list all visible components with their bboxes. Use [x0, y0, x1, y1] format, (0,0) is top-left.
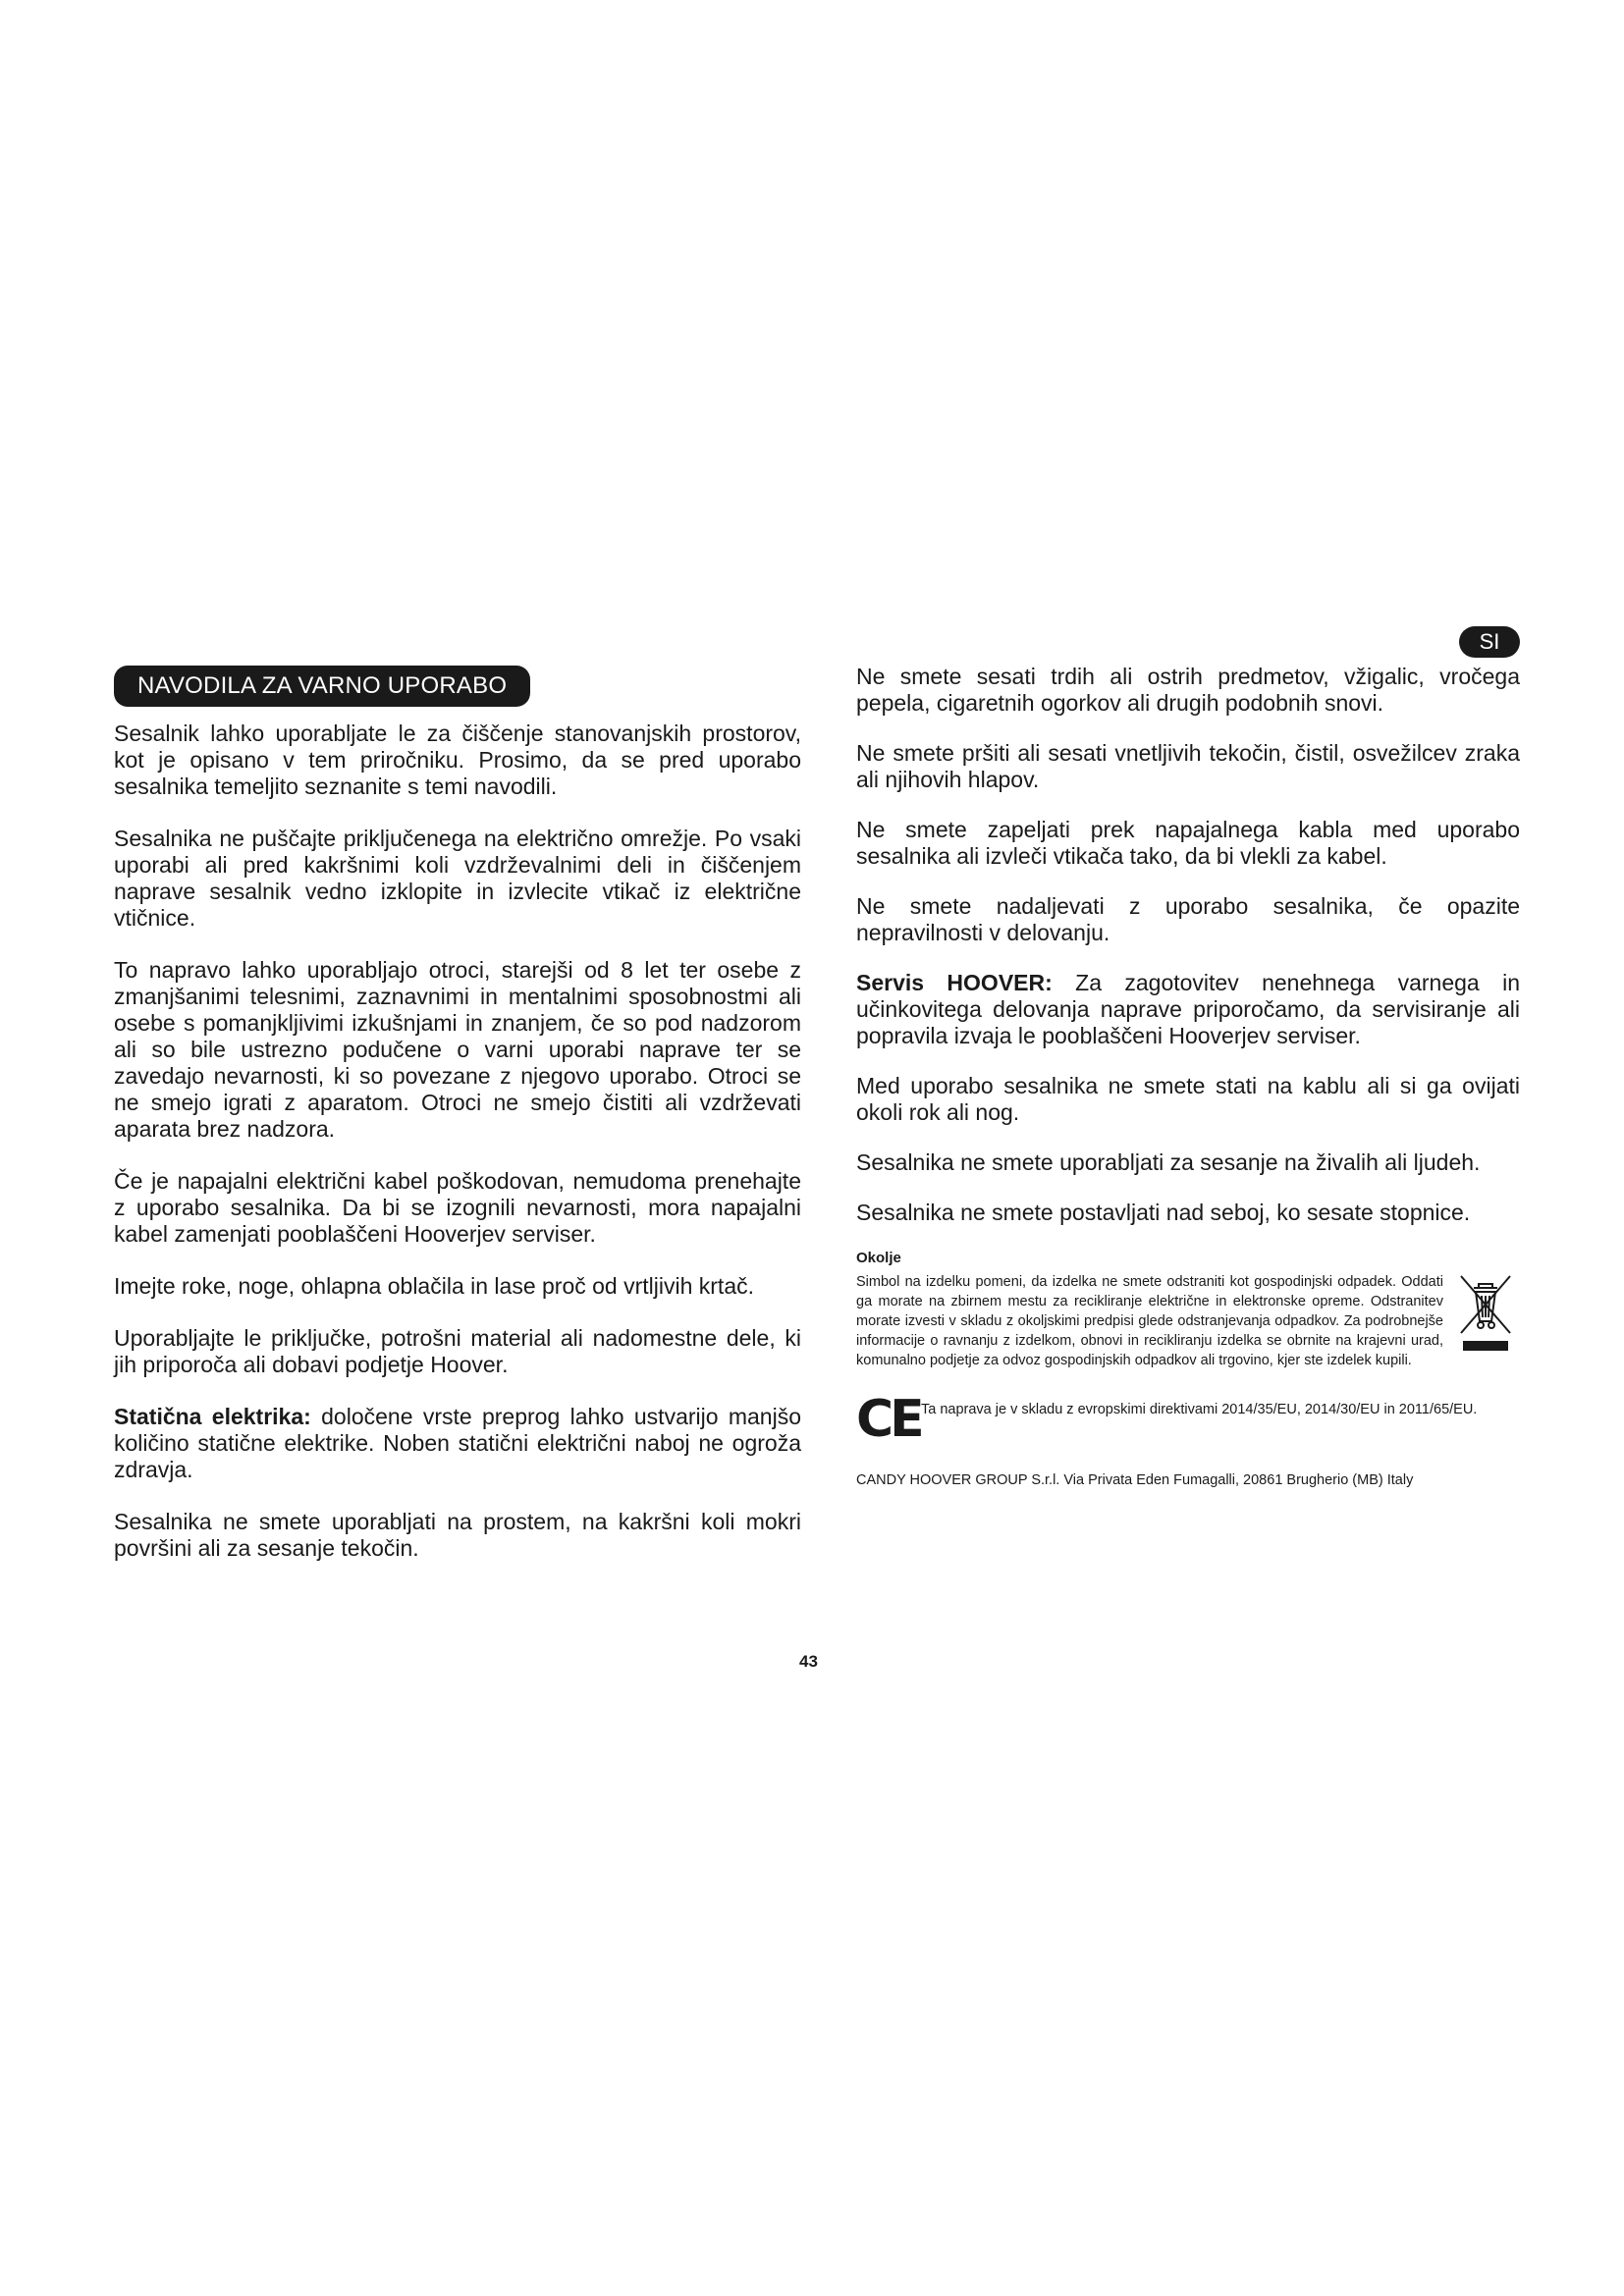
right-paragraph-7: Sesalnika ne smete postavljati nad seboj, ko sesate stopnice.: [856, 1200, 1471, 1225]
left-paragraph-4: Če je napajalni električni kabel poškodovan, nemudoma prenehajte z uporabo sesalnika. Da bi se izognili nevarnosti, mora napajalni kabel zamenjati pooblaščeni Hooverjev serviser.: [114, 1168, 801, 1247]
bin-underline-bar: [1463, 1341, 1508, 1351]
environment-section: [856, 1250, 1520, 1370]
left-paragraph-3: To napravo lahko uporabljajo otroci, starejši od 8 let ter osebe z zmanjšanimi telesnimi, zaznavnimi in mentalnimi sposobnostmi ali osebe s pomanjkljivimi izkušnjami in znanjem, če so pod nadzorom ali so bile ustrezno podučene o varni uporabi naprave ter se zavedajo nevarnosti, ki so povezane z njegovo uporabo. Otroci se ne smejo igrati z aparatom. Otroci ne smejo čistiti ali vzdrževati aparata brez nadzora.: [114, 957, 801, 1142]
language-badge: SI: [1459, 626, 1520, 658]
ce-section: [856, 1390, 1520, 1449]
crossed-out-bin-icon: [1451, 1272, 1520, 1370]
right-paragraph-1: Ne smete sesati trdih ali ostrih predmetov, vžigalic, vročega pepela, cigaretnih ogorkov ali drugih podobnih snovi.: [856, 664, 1520, 716]
left-column: [114, 666, 801, 1587]
right-paragraph-6: Sesalnika ne smete uporabljati za sesanje na živalih ali ljudeh.: [856, 1149, 1481, 1175]
company-address: CANDY HOOVER GROUP S.r.l. Via Privata Eden Fumagalli, 20861 Brugherio (MB) Italy: [856, 1472, 1414, 1488]
environment-title: Okolje: [856, 1250, 901, 1266]
service-paragraph: [856, 970, 1520, 1049]
page-number: 43: [799, 1652, 818, 1671]
left-paragraph-5: Imejte roke, noge, ohlapna oblačila in lase proč od vrtljivih krtač.: [114, 1273, 755, 1299]
static-electricity-text: določene vrste preprog lahko ustvarijo manjšo količino statične elektrike. Noben statični električni naboj ne ogroža zdravja.: [114, 1404, 801, 1482]
weee-bin-icon: [1457, 1272, 1514, 1337]
left-paragraph-last: Sesalnika ne smete uporabljati na prostem, na kakršni koli mokri površini ali za sesanje tekočin.: [114, 1509, 801, 1561]
right-column: [856, 664, 1520, 1490]
right-paragraph-3: Ne smete zapeljati prek napajalnega kabla med uporabo sesalnika ali izvleči vtikača tako, da bi vlekli za kabel.: [856, 817, 1520, 869]
right-paragraph-4: Ne smete nadaljevati z uporabo sesalnika, če opazite nepravilnosti v delovanju.: [856, 893, 1520, 945]
left-paragraph-1: Sesalnik lahko uporabljate le za čiščenje stanovanjskih prostorov, kot je opisano v tem priročniku. Prosimo, da se pred uporabo sesalnika temeljito seznanite s temi navodili.: [114, 721, 801, 799]
left-paragraph-2: Sesalnika ne puščajte priključenega na električno omrežje. Po vsaki uporabi ali pred kakršnimi koli vzdrževalnimi deli in čiščenjem naprave sesalnik vedno izklopite in izvlecite vtikač iz električne vtičnice.: [114, 826, 801, 931]
ce-mark-icon: CE: [856, 1390, 921, 1449]
left-paragraph-6: Uporabljajte le priključke, potrošni material ali nadomestne dele, ki jih priporoča ali dobavi podjetje Hoover.: [114, 1325, 801, 1377]
section-heading: NAVODILA ZA VARNO UPORABO: [114, 666, 530, 707]
static-electricity-lead: Statična elektrika:: [114, 1404, 311, 1429]
static-electricity-paragraph: [114, 1404, 801, 1483]
service-text: Za zagotovitev nenehnega varnega in učinkovitega delovanja naprave priporočamo, da servisiranje ali popravila izvaja le pooblaščeni Hooverjev serviser.: [856, 970, 1520, 1048]
right-paragraph-2: Ne smete pršiti ali sesati vnetljivih tekočin, čistil, osvežilcev zraka ali njihovih hlapov.: [856, 740, 1520, 792]
service-lead: Servis HOOVER:: [856, 970, 1053, 995]
ce-text: Ta naprava je v skladu z evropskimi direktivami 2014/35/EU, 2014/30/EU in 2011/65/EU.: [921, 1402, 1478, 1417]
environment-text: Simbol na izdelku pomeni, da izdelka ne smete odstraniti kot gospodinjski odpadek. Oddati ga morate na zbirnem mestu za recikliranje električne in elektronske opreme. Odstranitev morate izvesti v skladu z okoljskimi predpisi glede odstranjevanja odpadkov. Za podrobnejše informacije o ravnanju z izdelkom, obnovi in recikliranju izdelka se obrnite na krajevni urad, komunalno podjetje za odvoz gospodinjskih odpadkov ali trgovino, kjer ste izdelek kupili.: [856, 1274, 1443, 1368]
right-paragraph-5: Med uporabo sesalnika ne smete stati na kablu ali si ga ovijati okoli rok ali nog.: [856, 1073, 1520, 1125]
